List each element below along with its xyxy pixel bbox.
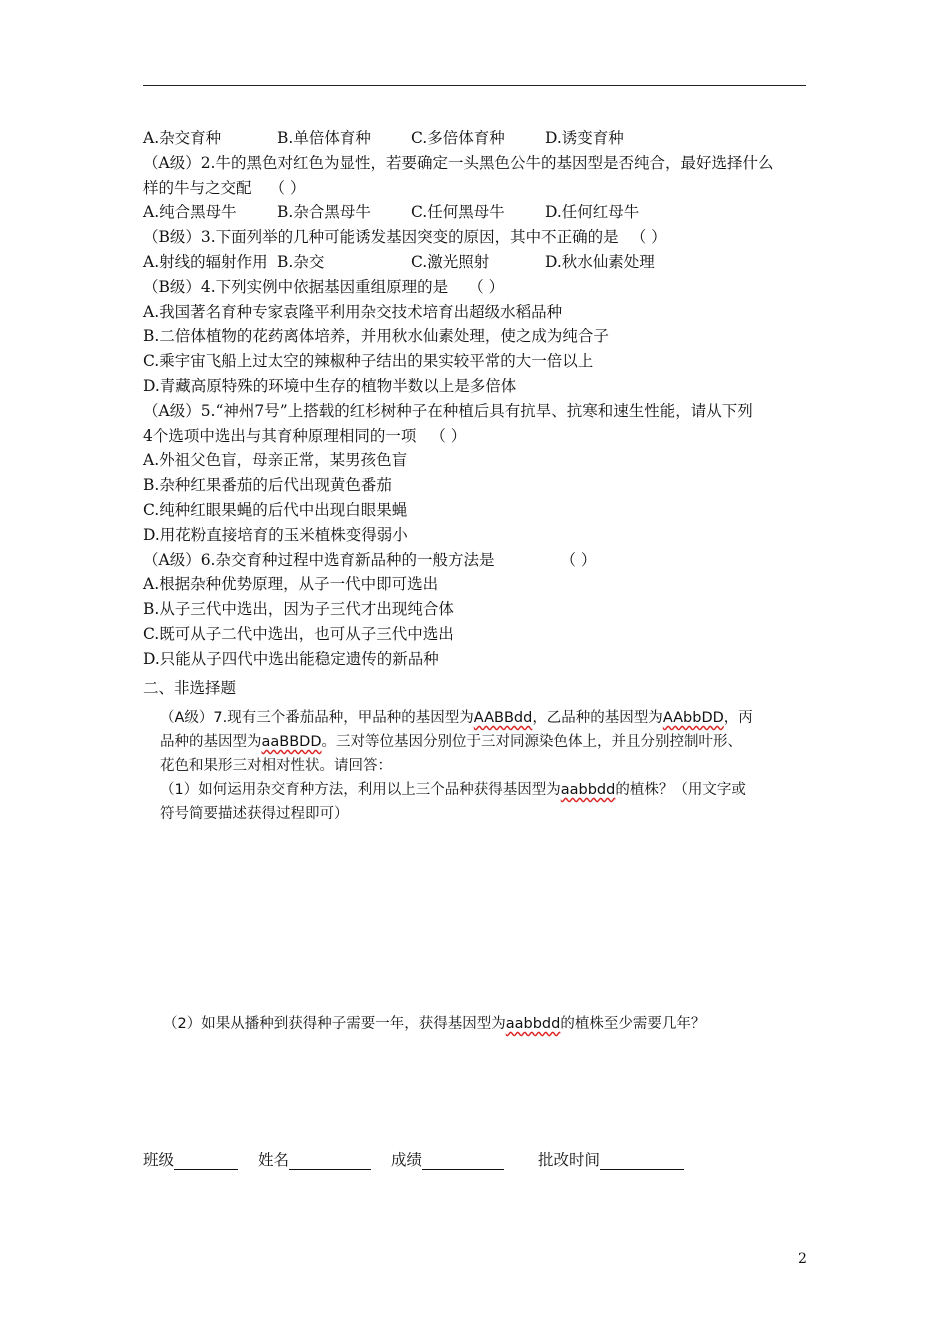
footer-fields [143,1148,684,1170]
option[interactable]: B.从子三代中选出，因为子三代才出现纯合体 [143,600,454,619]
time-label: 批改时间 [538,1151,601,1169]
score-input[interactable] [422,1151,504,1170]
option[interactable]: A.杂交育种 [143,129,222,147]
q7-text: 品种的基因型为 [160,734,262,750]
q2-stem-text: 样的牛与之交配 [143,178,252,197]
option[interactable]: A.射线的辐射作用 [143,252,268,271]
name-label: 姓名 [258,1151,290,1169]
genotype: aaBBDD [261,734,322,750]
option[interactable]: B.杂交 [277,252,325,271]
answer-blank[interactable]: （ ） [630,228,667,247]
q2-options [143,200,813,225]
q7-text: 的植株至少需要几年？ [560,1016,706,1032]
q2-stem-line2 [143,176,813,201]
q7-block [160,706,800,826]
option[interactable]: C.任何黑母牛 [411,203,505,222]
time-field [538,1148,684,1170]
q7-part1-line2: 符号简要描述获得过程即可） [160,806,349,822]
score-label: 成绩 [391,1151,423,1169]
option[interactable]: C.乘宇宙飞船上过太空的辣椒种子结出的果实较平常的大一倍以上 [143,352,594,371]
option[interactable]: B.杂种红果番茄的后代出现黄色番茄 [143,476,392,495]
q3-stem [143,225,813,250]
option[interactable]: A.我国著名育种专家袁隆平利用杂交技术培育出超级水稻品种 [143,302,563,321]
option[interactable]: A.根据杂种优势原理，从子一代中即可选出 [143,575,439,594]
q6-stem [143,548,813,573]
q7-text: ，丙 [723,710,753,726]
q7-line2 [160,730,800,754]
option[interactable]: C.多倍体育种 [411,129,505,147]
section-title: 二、非选择题 [143,679,237,697]
option[interactable]: D.秋水仙素处理 [545,252,655,271]
class-input[interactable] [174,1151,238,1170]
option[interactable]: B.二倍体植物的花药离体培养，并用秋水仙素处理，使之成为纯合子 [143,327,609,346]
q4-stem [143,275,813,300]
option[interactable]: A.纯合黑母牛 [143,203,237,222]
q7-text: 的植株？（用文字或 [615,782,746,798]
option[interactable]: D.任何红母牛 [545,203,640,222]
answer-blank[interactable]: （ ） [560,550,597,569]
option[interactable]: B.单倍体育种 [277,129,371,147]
q7-part2 [163,1012,705,1033]
q3-options [143,250,813,275]
header-rule [143,85,806,86]
q4-stem-text: （B级）4.下列实例中依据基因重组原理的是 [143,277,449,296]
name-field [258,1148,391,1170]
option[interactable]: D.诱变育种 [545,129,624,147]
option[interactable]: D.只能从子四代中选出能稳定遗传的新品种 [143,649,439,668]
q2-stem-line1: （A级）2.牛的黑色对红色为显性，若要确定一头黑色公牛的基因型是否纯合，最好选择什么 [143,153,774,172]
option[interactable]: D.青藏高原特殊的环境中生存的植物半数以上是多倍体 [143,376,517,395]
q5-stem-line2 [143,424,813,449]
q7-line3: 花色和果形三对相对性状。请回答： [160,758,392,774]
q7-line1 [160,706,800,730]
answer-blank[interactable]: （ ） [430,426,467,445]
score-field [391,1148,538,1170]
option[interactable]: B.杂合黑母牛 [277,203,371,222]
q7-text: （A级）7.现有三个番茄品种，甲品种的基因型为 [160,710,474,726]
q6-stem-text: （A级）6.杂交育种过程中选育新品种的一般方法是 [143,550,495,569]
q3-stem-text: （B级）3.下面列举的几种可能诱发基因突变的原因，其中不正确的是 [143,228,619,247]
genotype: AAbbDD [662,710,724,726]
page-number: 2 [798,1251,807,1267]
q7-text: 。三对等位基因分别位于三对同源染色体上，并且分别控制叶形、 [321,734,742,750]
genotype: aabbdd [560,782,616,798]
q7-text: （1）如何运用杂交育种方法，利用以上三个品种获得基因型为 [160,782,561,798]
class-label: 班级 [143,1151,175,1169]
answer-blank[interactable]: （ ） [269,178,306,197]
option[interactable]: C.纯种红眼果蝇的后代中出现白眼果蝇 [143,500,408,519]
option[interactable]: D.用花粉直接培育的玉米植株变得弱小 [143,525,408,544]
q7-text: （2）如果从播种到获得种子需要一年，获得基因型为 [163,1016,506,1032]
genotype: aabbdd [505,1016,561,1032]
time-input[interactable] [600,1151,684,1170]
q5-stem-line1: （A级）5.“神州7号”上搭载的红杉树种子在种植后具有抗旱、抗寒和速生性能，请从下列 [143,401,753,420]
q7-part1-line1 [160,778,800,802]
q5-stem-text: 4个选项中选出与其育种原理相同的一项 [143,426,417,445]
option[interactable]: A.外祖父色盲，母亲正常，某男孩色盲 [143,451,408,470]
name-input[interactable] [289,1151,371,1170]
genotype: AABBdd [473,710,533,726]
q7-text: ，乙品种的基因型为 [532,710,663,726]
option[interactable]: C.激光照射 [411,252,490,271]
option[interactable]: C.既可从子二代中选出，也可从子三代中选出 [143,624,454,643]
q1-options [143,126,813,151]
question-block [143,126,813,672]
answer-blank[interactable]: （ ） [468,277,505,296]
class-field [143,1148,258,1170]
